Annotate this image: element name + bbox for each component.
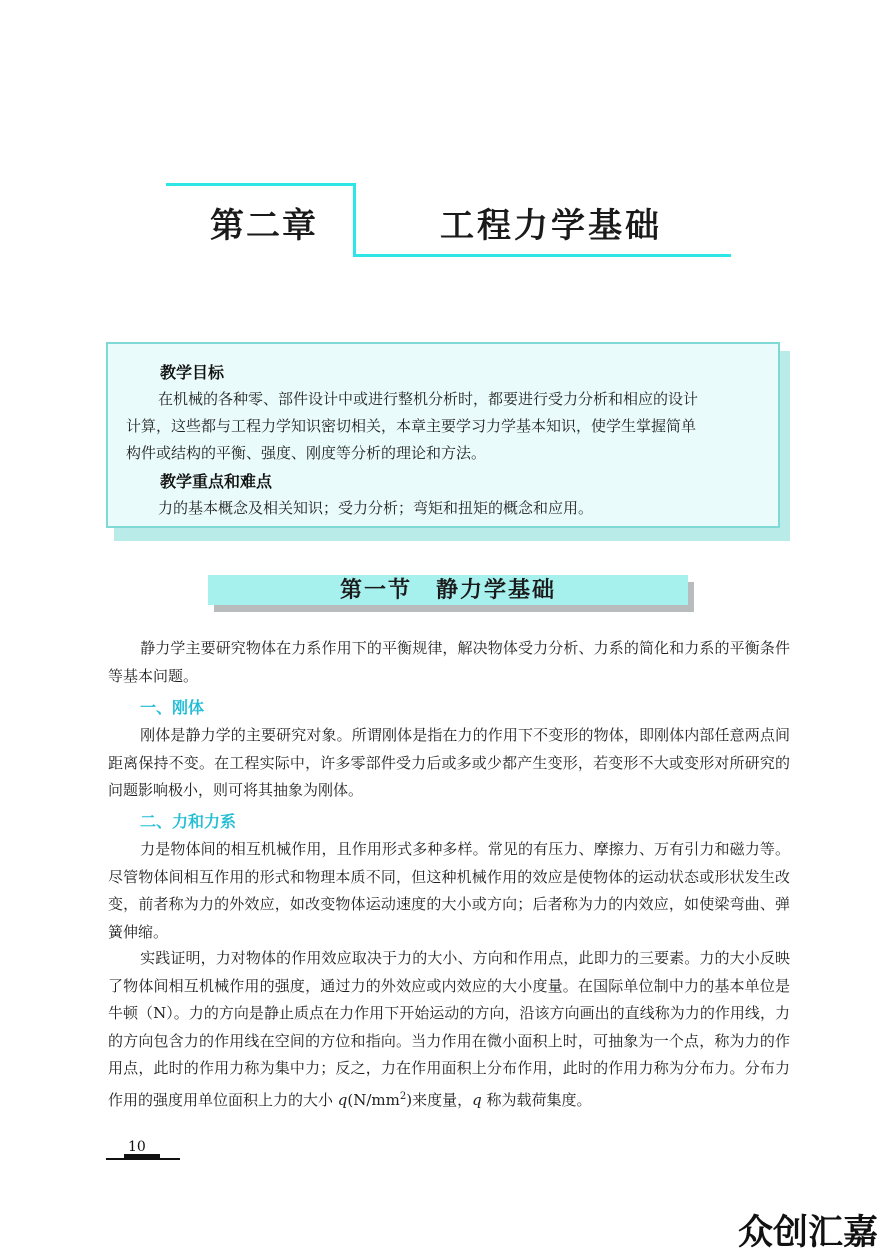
unit-exponent: 2 [399, 1090, 407, 1102]
watermark-logo [738, 1211, 890, 1251]
watermark-text: 众创汇嘉 [738, 1213, 879, 1251]
intro-text: 静力学主要研究物体在力系作用下的平衡规律，解决物体受力分析、力系的简化和力系的平衡条件等基本问题。 [108, 639, 790, 685]
intro-paragraph [108, 635, 790, 690]
chapter-frame-divider [353, 183, 356, 257]
objectives-line-1: 在机械的各种零、部件设计中或进行整机分析时，都要进行受力分析和相应的设计 [158, 390, 699, 408]
unit-close: ) [406, 1090, 413, 1109]
objectives-heading: 教学目标 [160, 363, 225, 382]
force-text-2: 实践证明，力对物体的作用效应取决于力的大小、方向和作用点，此即力的三要素。力的大小反映了物体间相互机械作用的强度，通过力的外效应或内效应的大小度量。在国际单位制中力的基本单位是牛顿（N）。力的方向是静止质点在力作用下开始运动的方向，沿该方向画出的直线称为力的作用线，力的方向包含力的作用线在空间的方位和指向。当力作用在微小面积上时，可抽象为一个点，称为力的作用点，此时的作用力称为集中力；反之，力在作用面积上分布作用，此时的作用力称为分布力。分布力作用的强度用单位面积上力的大小 [108, 949, 790, 1109]
unit-text: (N/mm [347, 1090, 400, 1109]
subheading-force-system: 二、力和力系 [140, 812, 237, 831]
key-points-text: 力的基本概念及相关知识；受力分析；弯矩和扭矩的概念和应用。 [158, 499, 594, 517]
force-paragraph-1 [108, 836, 790, 946]
force-text-2-end: 称为载荷集度。 [481, 1090, 592, 1109]
symbol-q: q [337, 1090, 348, 1109]
subheading-rigid-body: 一、刚体 [140, 698, 205, 717]
chapter-frame-top-line [166, 183, 356, 186]
key-points-heading: 教学重点和难点 [160, 472, 273, 491]
chapter-title: 工程力学基础 [440, 206, 662, 246]
rigid-body-paragraph [108, 722, 790, 805]
page-number: 10 [128, 1139, 146, 1155]
symbol-q-2: q [472, 1090, 482, 1109]
chapter-frame-bottom-line [353, 254, 731, 257]
force-text-2-after: 来度量， [412, 1090, 473, 1109]
force-text-1: 力是物体间的相互机械作用，且作用形式多种多样。常见的有压力、摩擦力、万有引力和磁力等。尽管物体间相互作用的形式和物理本质不同，但这种机械作用的效应是使物体的运动状态或形状发生改变，前者称为力的外效应，如改变物体运动速度的大小或方向；后者称为力的内效应，如使梁弯曲、弹簧伸缩。 [108, 840, 790, 941]
objectives-line-3: 构件或结构的平衡、强度、刚度等分析的理论和方法。 [126, 444, 487, 462]
force-paragraph-2 [108, 945, 790, 1114]
rigid-body-text: 刚体是静力学的主要研究对象。所谓刚体是指在力的作用下不变形的物体，即刚体内部任意两点间距离保持不变。在工程实际中，许多零部件受力后或多或少都产生变形，若变形不大或变形对所研究的问题影响极小，则可将其抽象为刚体。 [108, 726, 790, 799]
section-title: 第一节 静力学基础 [339, 577, 556, 603]
chapter-number: 第二章 [210, 206, 318, 246]
objectives-line-2: 计算，这些都与工程力学知识密切相关，本章主要学习力学基本知识，使学生掌握简单 [126, 417, 697, 435]
